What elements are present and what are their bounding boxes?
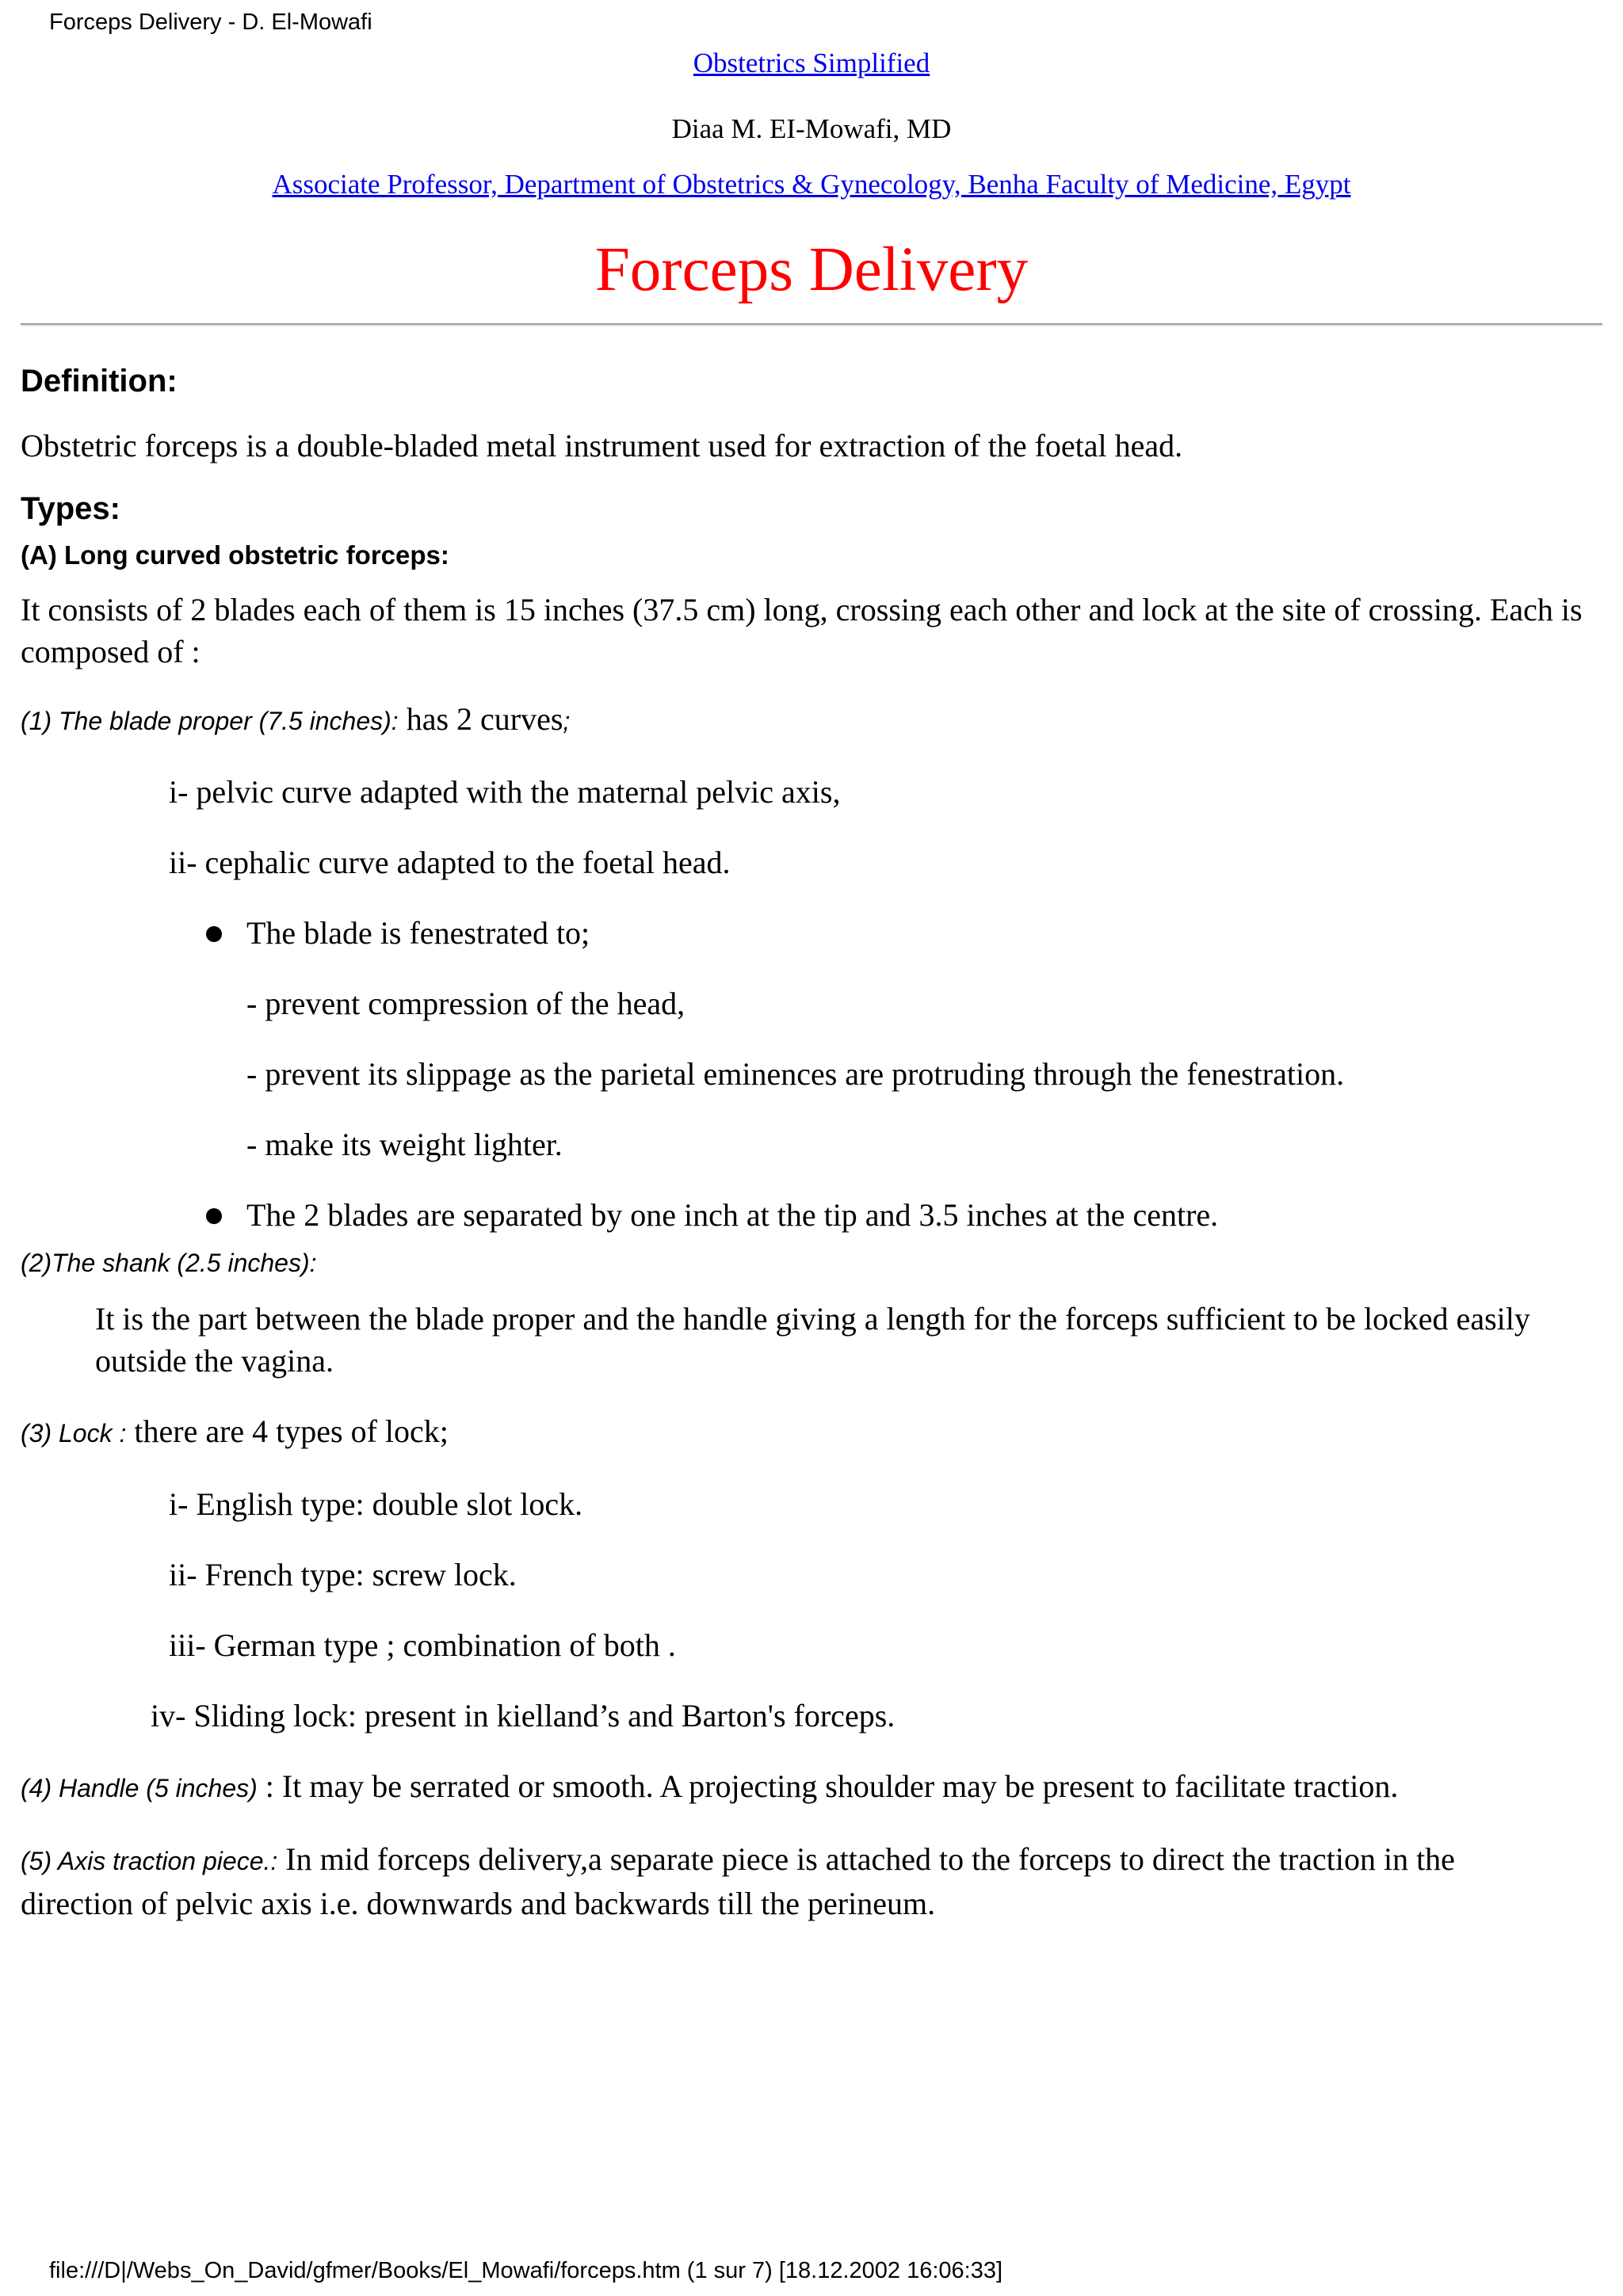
axis-traction-paragraph xyxy=(21,1838,1526,1924)
bullet-icon xyxy=(206,1208,222,1224)
handle-text: : It may be serrated or smooth. A projecting shoulder may be present to facilitate traction. xyxy=(257,1768,1399,1804)
horizontal-rule xyxy=(21,323,1602,326)
blade-label: (1) The blade proper (7.5 inches): xyxy=(21,707,399,735)
page-title: Forceps Delivery xyxy=(594,235,1029,304)
list-item xyxy=(21,1194,1602,1236)
blade-suffix: ; xyxy=(563,707,571,735)
types-heading: Types: xyxy=(21,491,120,526)
shank-text: It is the part between the blade proper and the handle giving a length for the forceps sufficient to be locked easily outside the vagina. xyxy=(95,1301,1530,1379)
pelvic-curve: i- pelvic curve adapted with the maternal pelvic axis, xyxy=(169,774,841,810)
book-link[interactable]: Obstetrics Simplified xyxy=(693,48,930,78)
bullet-icon xyxy=(206,926,222,942)
list-item xyxy=(21,912,1602,954)
affiliation-line xyxy=(21,169,1602,206)
print-header: Forceps Delivery - D. El-Mowafi xyxy=(49,10,372,35)
definition-heading: Definition: xyxy=(21,364,178,399)
fenestration-reason-3: - make its weight lighter. xyxy=(246,1127,563,1162)
lock-type-english: i- English type: double slot lock. xyxy=(169,1486,583,1522)
lock-type-german: iii- German type ; combination of both . xyxy=(169,1627,676,1663)
blade-text: has 2 curves xyxy=(398,701,563,737)
lock-label: (3) Lock : xyxy=(21,1419,127,1447)
separation-bullet: The 2 blades are separated by one inch at the tip and 3.5 inches at the centre. xyxy=(246,1197,1219,1233)
blade-paragraph xyxy=(21,698,1602,742)
types-intro: It consists of 2 blades each of them is 15 inches (37.5 cm) long, crossing each other and lock at the site of crossing. Each is composed of : xyxy=(21,592,1583,669)
axis-traction-text: In mid forceps delivery,a separate piece is attached to the forceps to direct the traction in the direction of pelvic axis i.e. downwards and backwards till the perineum. xyxy=(21,1841,1455,1921)
shank-label-line xyxy=(21,1244,1602,1280)
lock-type-sliding: iv- Sliding lock: present in kielland’s and Barton's forceps. xyxy=(151,1698,896,1733)
types-subheading: (A) Long curved obstetric forceps: xyxy=(21,540,449,570)
lock-text: there are 4 types of lock; xyxy=(126,1413,449,1449)
fenestration-reason-2: - prevent its slippage as the parietal eminences are protruding through the fenestration. xyxy=(246,1056,1345,1092)
handle-label: (4) Handle (5 inches) xyxy=(21,1774,258,1802)
lock-type-french: ii- French type: screw lock. xyxy=(169,1557,517,1592)
affiliation-link[interactable]: Associate Professor, Department of Obstetrics & Gynecology, Benha Faculty of Medicine, Egypt xyxy=(272,169,1351,200)
print-footer: file:///D|/Webs_On_David/gfmer/Books/El_Mowafi/forceps.htm (1 sur 7) [18.12.2002 16:06:33] xyxy=(49,2258,1003,2283)
author-name: Diaa M. EI-Mowafi, MD xyxy=(671,113,952,144)
handle-paragraph xyxy=(21,1765,1526,1810)
fenestration-reason-1: - prevent compression of the head, xyxy=(246,986,685,1021)
fenestration-bullet: The blade is fenestrated to; xyxy=(246,915,590,951)
cephalic-curve: ii- cephalic curve adapted to the foetal head. xyxy=(169,845,731,880)
book-link-line xyxy=(21,48,1602,85)
lock-paragraph xyxy=(21,1410,1602,1455)
shank-label: (2)The shank (2.5 inches): xyxy=(21,1249,317,1277)
axis-traction-label: (5) Axis traction piece.: xyxy=(21,1847,278,1875)
definition-text: Obstetric forceps is a double-bladed metal instrument used for extraction of the foetal head. xyxy=(21,428,1183,463)
document-body xyxy=(21,48,1602,1924)
